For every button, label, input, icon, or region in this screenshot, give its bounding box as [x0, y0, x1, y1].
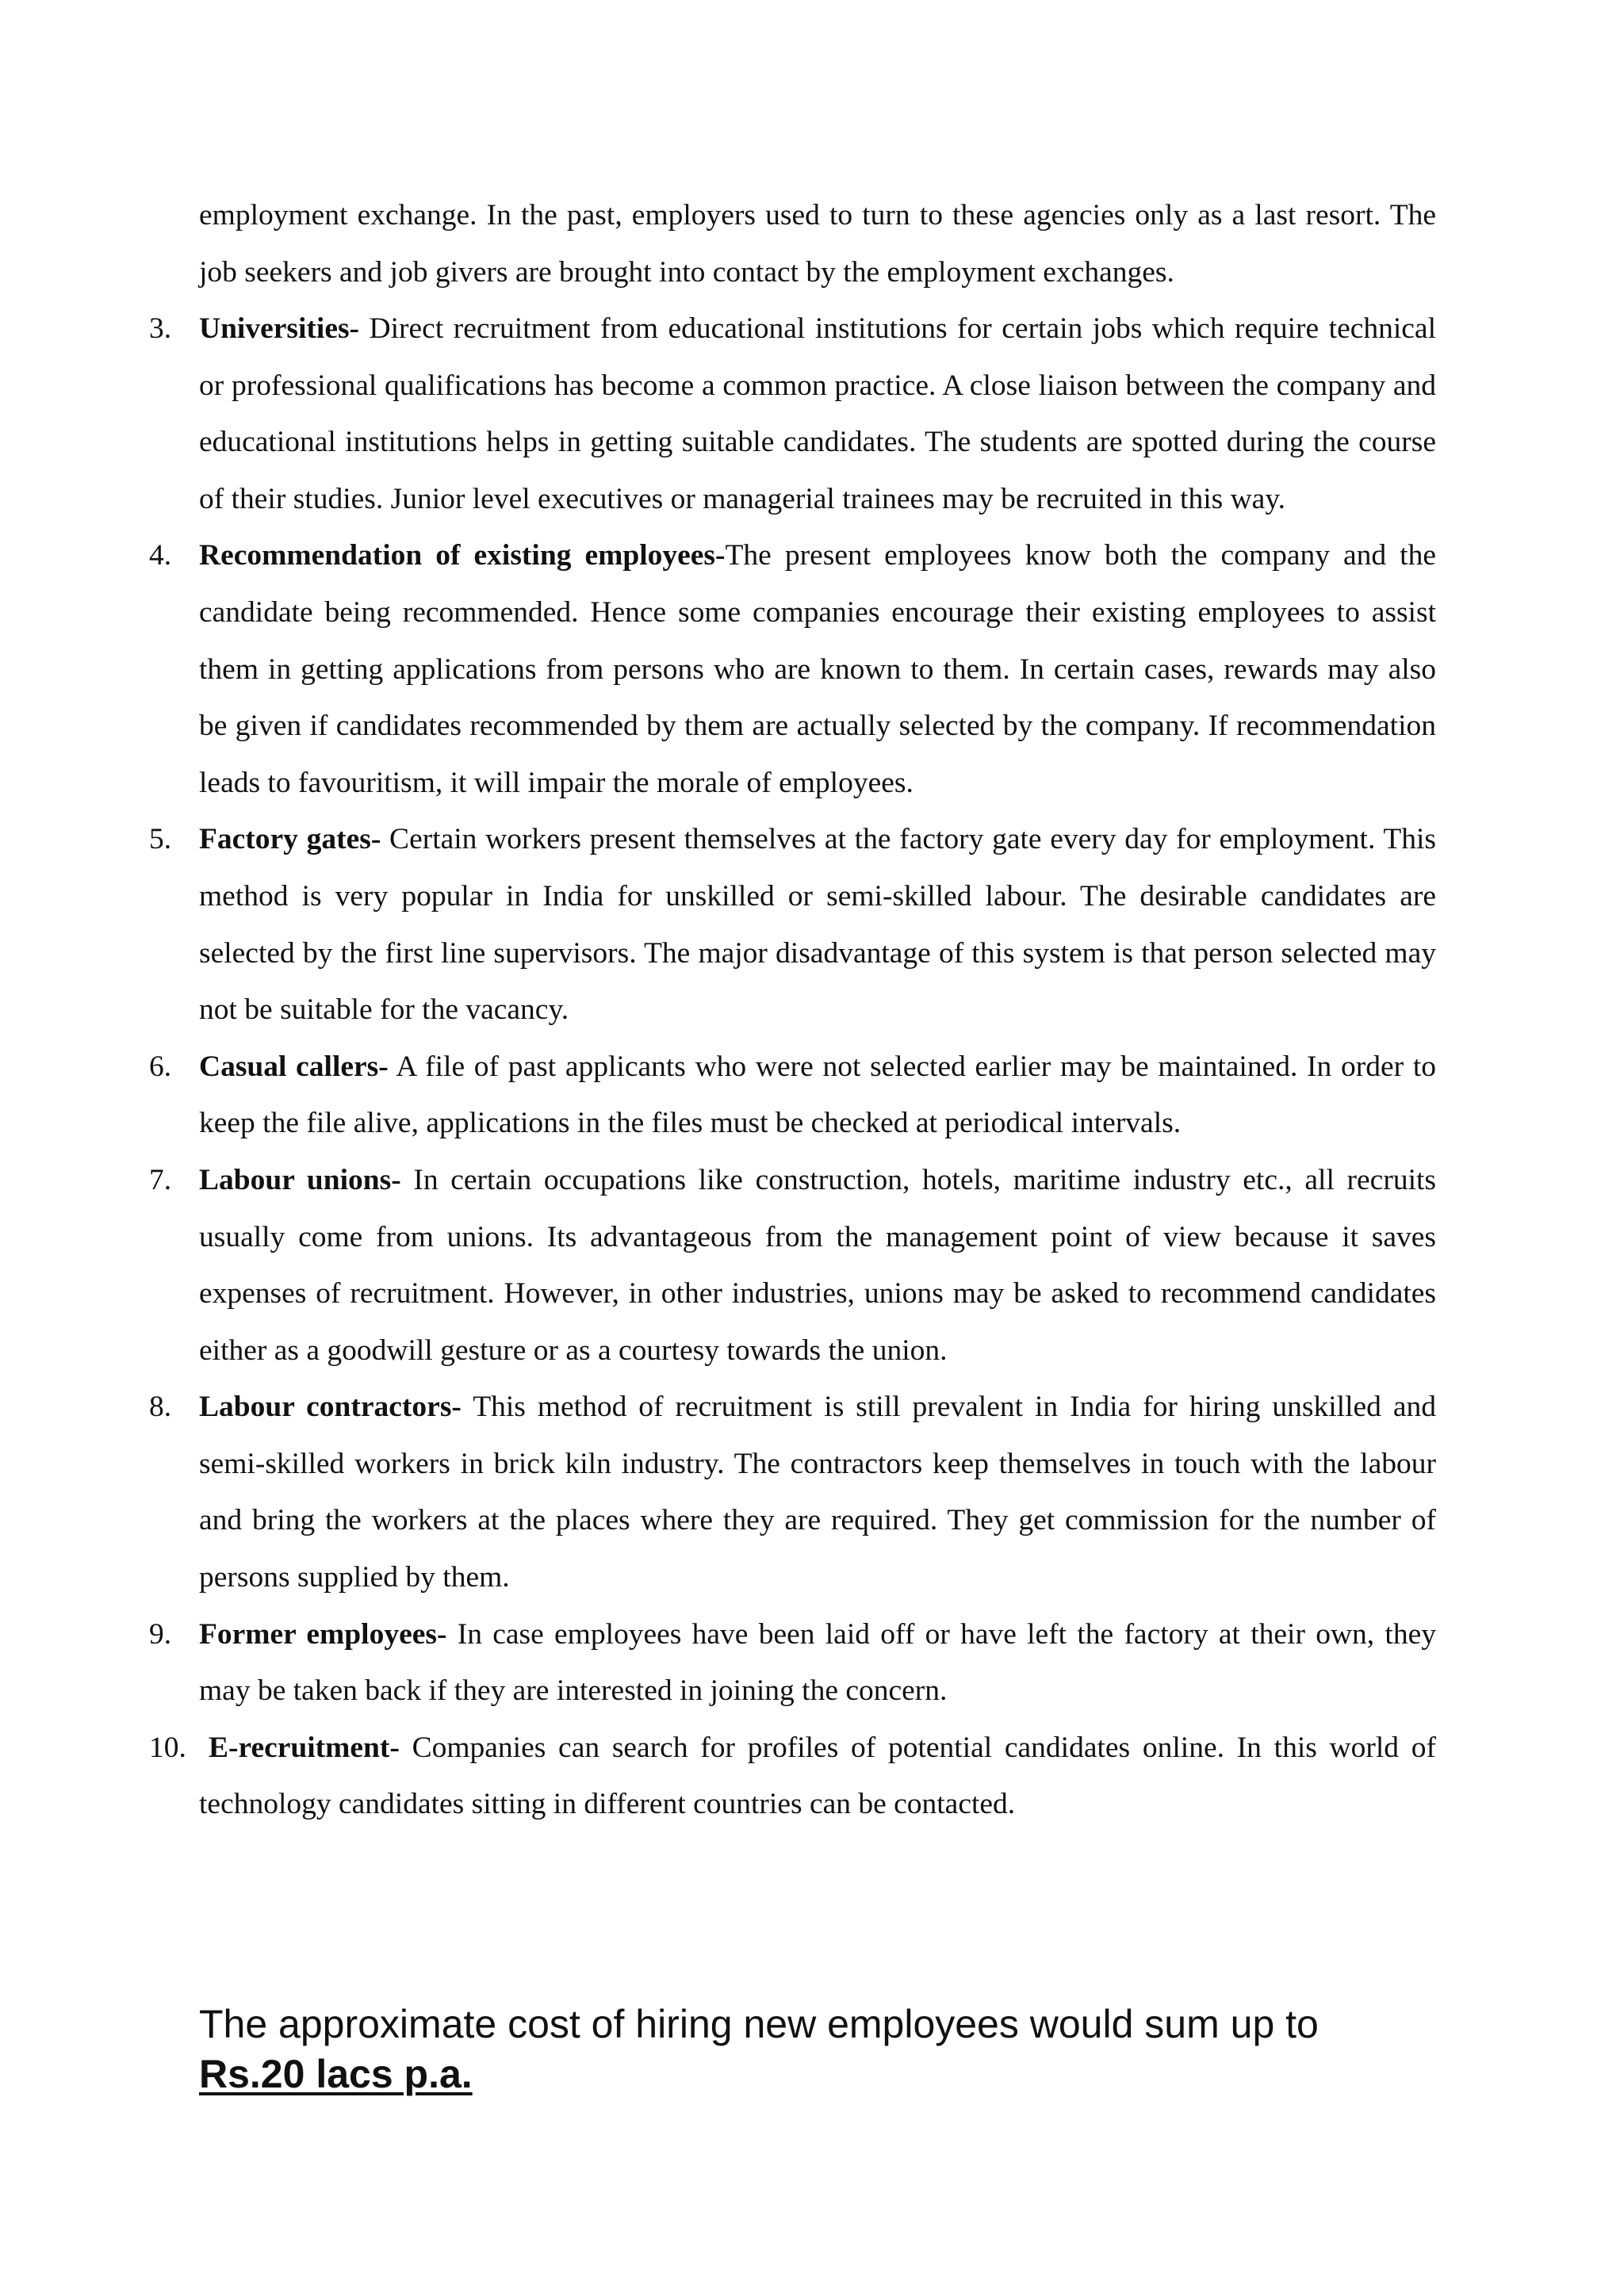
- list-item-content: [199, 823, 1436, 1026]
- list-item-term: E-recruitment-: [209, 1731, 400, 1764]
- list-item-text: A file of past applicants who were not selected earlier may be maintained. In order to keep the file alive, applications in the files must be checked at periodical intervals.: [199, 1050, 1436, 1140]
- list-item: [0, 811, 1436, 1038]
- list-item-content: [199, 1391, 1436, 1594]
- list-item: [0, 300, 1436, 527]
- list-item: [0, 1379, 1436, 1605]
- list-item-number: 7.: [149, 1163, 172, 1196]
- list-item-term: Factory gates-: [199, 823, 381, 856]
- list-item: [0, 1039, 1436, 1152]
- cost-amount: Rs.20 lacs p.a.: [199, 2052, 473, 2096]
- list-item-content: [199, 1732, 1436, 1821]
- list-item-text: The present employees know both the company and the candidate being recommended. Hence some companies encourage their existing employees to assist them in getting applications from persons who are known to them. In certain cases, rewards may also be given if candidates recommended by them are actually selected by the company. If recommendation leads to favouritism, it will impair the morale of employees.: [199, 539, 1436, 799]
- list-item: [0, 1720, 1436, 1833]
- list-item-number: 6.: [149, 1050, 172, 1083]
- list-item-text: In case employees have been laid off or have left the factory at their own, they may be taken back if they are interested in joining the concern.: [199, 1617, 1436, 1708]
- list-item-content: [199, 539, 1436, 798]
- cost-summary: [199, 1999, 1484, 2099]
- intro-paragraph: employment exchange. In the past, employers used to turn to these agencies only as a last resort. The job seekers and job givers are brought into contact by the employment exchanges.: [199, 199, 1436, 289]
- list-item-text: In certain occupations like construction, hotels, maritime industry etc., all recruits usually come from unions. Its advantageous from the management point of view because it saves expenses of recruitment. However, in other industries, unions may be asked to recommend candidates either as a goodwill gesture or as a courtesy towards the union.: [199, 1163, 1437, 1367]
- list-item-term: Former employees-: [199, 1617, 447, 1651]
- cost-summary-text: The approximate cost of hiring new employees would sum up to: [199, 2002, 1319, 2046]
- list-item: [0, 1606, 1436, 1720]
- list-item-content: [199, 312, 1436, 515]
- list-item-content: [199, 1164, 1436, 1367]
- list-item-text: Direct recruitment from educational institutions for certain jobs which require technical or professional qualifications has become a common practice. A close liaison between the company and educational institutions helps in getting suitable candidates. The students are spotted during the course of their studies. Junior level executives or managerial trainees may be recruited in this way.: [199, 312, 1436, 515]
- list-item-number: 4.: [149, 539, 172, 572]
- list-item: [0, 1152, 1436, 1379]
- list-item-text: Companies can search for profiles of potential candidates online. In this world of technology candidates sitting in different countries can be contacted.: [199, 1731, 1436, 1821]
- list-item-number: 10.: [149, 1731, 186, 1764]
- list-item-number: 8.: [149, 1391, 172, 1424]
- list-item-term: Recommendation of existing employees-: [199, 539, 726, 572]
- list-item-text: This method of recruitment is still prevalent in India for hiring unskilled and semi-skilled workers in brick kiln industry. The contractors keep themselves in touch with the labour and bring the workers at the places where they are required. They get commission for the number of persons supplied by them.: [199, 1391, 1436, 1594]
- list-item-content: [199, 1618, 1436, 1708]
- list-item-text: Certain workers present themselves at the factory gate every day for employment. This method is very popular in India for unskilled or semi-skilled labour. The desirable candidates are selected by the first line supervisors. The major disadvantage of this system is that person selected may not be suitable for the vacancy.: [199, 823, 1437, 1027]
- list-item-number: 9.: [149, 1617, 172, 1651]
- recruitment-sources-list: [0, 300, 1624, 1833]
- list-item-term: Universities-: [199, 312, 360, 345]
- list-item-term: Labour unions-: [199, 1163, 401, 1196]
- list-item: [0, 527, 1436, 811]
- list-item-content: [199, 1050, 1436, 1140]
- list-item-number: 5.: [149, 823, 172, 856]
- list-item-term: Labour contractors-: [199, 1391, 462, 1424]
- list-item-number: 3.: [149, 312, 172, 345]
- list-item-term: Casual callers-: [199, 1050, 389, 1083]
